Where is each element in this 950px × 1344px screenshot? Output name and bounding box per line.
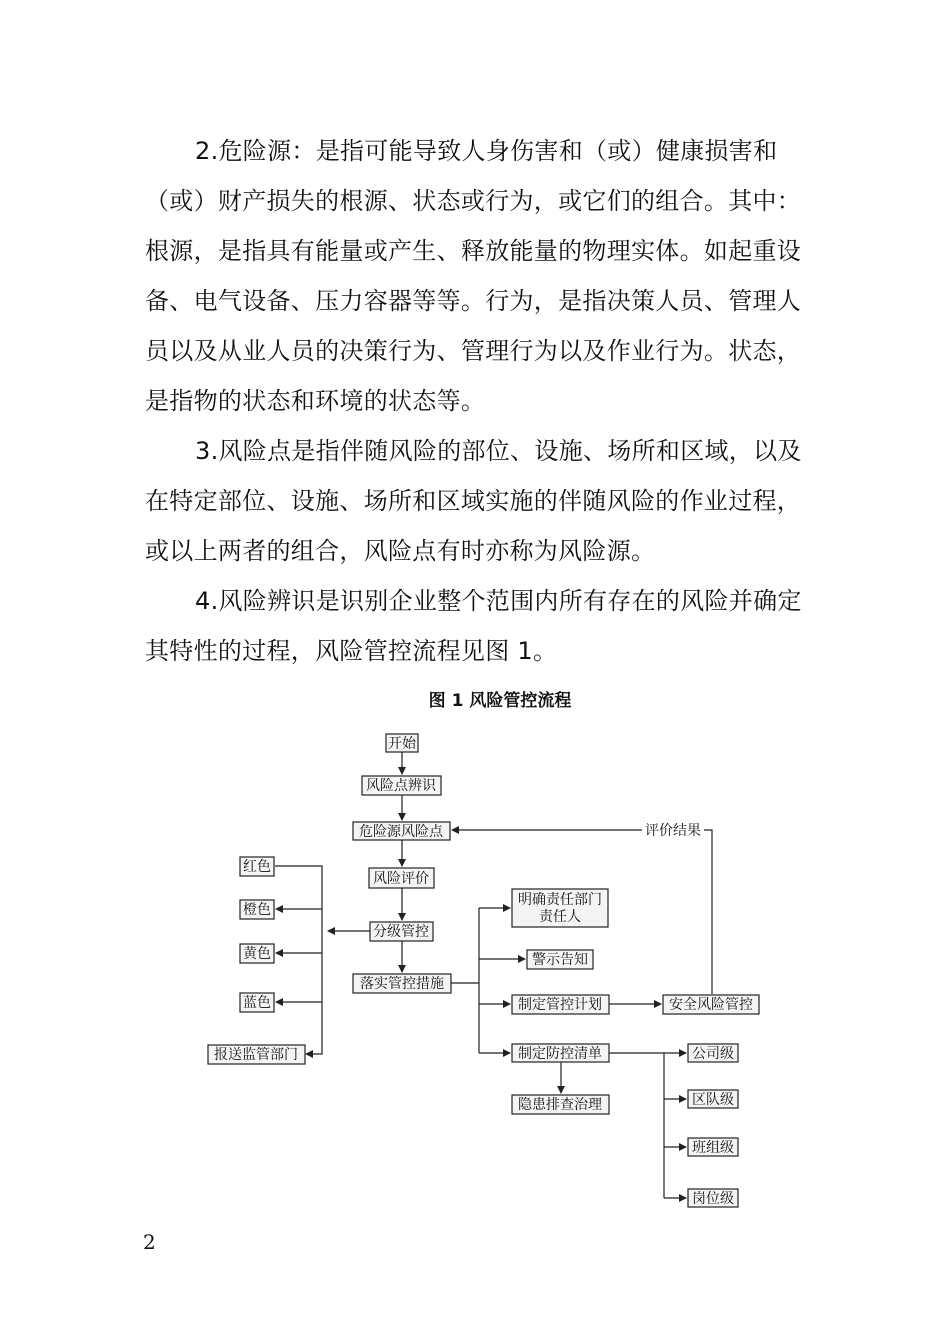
svg-text:责任人: 责任人 — [539, 909, 581, 925]
svg-text:开始: 开始 — [388, 736, 416, 752]
node-hazard-risk-point — [353, 822, 450, 840]
node-warning-notice — [527, 950, 593, 969]
node-hidden-danger — [512, 1095, 609, 1114]
node-safety-risk-control — [663, 995, 759, 1014]
node-control-plan — [512, 995, 609, 1014]
svg-text:黄色: 黄色 — [243, 946, 271, 962]
paragraph-risk-point: 3.风险点是指伴随风险的部位、设施、场所和区域，以及在特定部位、设施、场所和区域实施的伴随风险的作业过程，或以上两者的组合，风险点有时亦称为风险源。 — [145, 437, 802, 565]
node-graded-control — [370, 922, 433, 941]
node-risk-evaluation — [369, 868, 434, 888]
svg-text:风险评价: 风险评价 — [373, 871, 429, 887]
svg-text:区队级: 区队级 — [692, 1092, 734, 1108]
svg-text:报送监管部门: 报送监管部门 — [214, 1047, 298, 1063]
node-prevention-list — [512, 1044, 609, 1062]
svg-text:明确责任部门: 明确责任部门 — [518, 892, 602, 908]
svg-text:橙色: 橙色 — [243, 902, 271, 918]
figure-caption: 图 1 风险管控流程 — [428, 691, 572, 711]
node-red — [240, 857, 274, 876]
node-team-level — [688, 1138, 738, 1156]
node-responsibility — [512, 889, 608, 927]
page-number: 2 — [143, 1230, 156, 1254]
svg-text:落实管控措施: 落实管控措施 — [360, 976, 444, 992]
svg-text:风险点辨识: 风险点辨识 — [366, 778, 436, 794]
svg-text:岗位级: 岗位级 — [692, 1191, 734, 1207]
node-report-regulator — [208, 1045, 305, 1064]
flow-line — [275, 866, 322, 1054]
svg-text:蓝色: 蓝色 — [243, 995, 271, 1011]
svg-text:危险源风险点: 危险源风险点 — [359, 824, 443, 840]
node-risk-point-identification — [362, 776, 441, 795]
feedback-line — [704, 830, 712, 994]
svg-text:制定防控清单: 制定防控清单 — [518, 1046, 602, 1062]
node-post-level — [688, 1189, 738, 1207]
node-company-level — [688, 1044, 738, 1062]
node-implement-measures — [353, 974, 451, 993]
node-yellow — [240, 944, 274, 963]
node-orange — [240, 900, 274, 919]
svg-text:班组级: 班组级 — [692, 1140, 734, 1156]
feedback-label: 评价结果 — [645, 823, 701, 839]
svg-text:红色: 红色 — [243, 859, 271, 875]
paragraph-hazard-source: 2.危险源：是指可能导致人身伤害和（或）健康损害和（或）财产损失的根源、状态或行为，或它们的组合。其中：根源，是指具有能量或产生、释放能量的物理实体。如起重设备、电气设备、压力容器等等。行为，是指决策人员、管理人员以及从业人员的决策行为、管理行为以及作业行为。状态，是指物的状态和环境的状态等。 — [145, 137, 802, 415]
node-start — [386, 734, 418, 752]
svg-text:公司级: 公司级 — [692, 1046, 734, 1062]
svg-text:制定管控计划: 制定管控计划 — [518, 997, 602, 1013]
node-blue — [240, 993, 274, 1012]
svg-text:分级管控: 分级管控 — [373, 924, 429, 940]
paragraph-risk-identification: 4.风险辨识是识别企业整个范围内所有存在的风险并确定其特性的过程，风险管控流程见图 1。 — [145, 587, 802, 665]
svg-text:隐患排查治理: 隐患排查治理 — [518, 1097, 602, 1113]
node-district-level — [688, 1090, 738, 1108]
svg-text:警示告知: 警示告知 — [532, 952, 588, 968]
svg-text:安全风险管控: 安全风险管控 — [669, 997, 753, 1013]
